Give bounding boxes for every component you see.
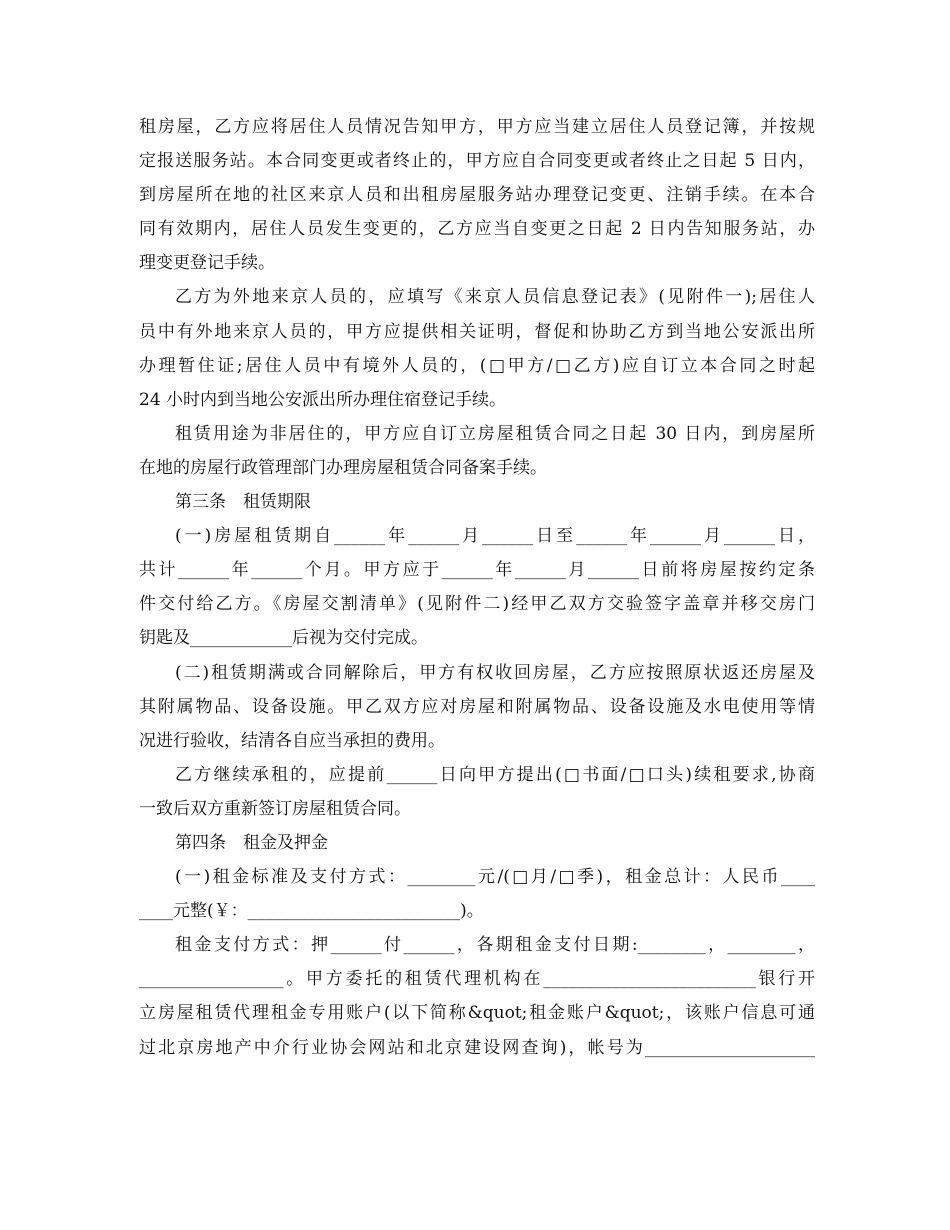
contract-text [139, 110, 815, 1065]
text-line: 一致后双方重新签订房屋租赁合同。 [139, 798, 411, 819]
text-line: 理变更登记手续。 [139, 253, 275, 274]
text-line: 24 小时内到当地公安派出所办理住宿登记手续。 [139, 389, 507, 410]
text-line: 到房屋所在地的社区来京人员和出租房屋服务站办理登记变更、注销手续。在本合 [139, 185, 815, 206]
text-line: 钥匙及____________后视为交付完成。 [139, 628, 428, 649]
text-line: 定报送服务站。本合同变更或者终止的，甲方应自合同变更或者终止之日起 5 日内， [139, 151, 815, 172]
text-line: 立房屋租赁代理租金专用账户(以下简称&quot;租金账户&quot;，该账户信息可通 [139, 1003, 815, 1024]
text-line: 租赁用途为非居住的，甲方应自订立房屋租赁合同之日起 30 日内，到房屋所 [175, 423, 815, 444]
text-line: (二)租赁期满或合同解除后，甲方有权收回房屋，乙方应按照原状返还房屋及 [175, 662, 815, 683]
text-line: ____元整(￥：_________________________)。 [139, 901, 484, 922]
text-line: 办理暂住证;居住人员中有境外人员的，(□甲方/□乙方)应自订立本合同之时起 [139, 355, 815, 376]
section-heading: 第四条 租金及押金 [175, 832, 328, 853]
text-line: (一)租金标准及支付方式：________元/(□月/□季)，租金总计：人民币____ [175, 867, 815, 888]
text-line: 共计______年______个月。甲方应于______年______月______日前将房屋按约定条 [139, 560, 815, 581]
text-line: 在地的房屋行政管理部门办理房屋租赁合同备案手续。 [139, 457, 547, 478]
text-line: 租金支付方式：押______付______，各期租金支付日期:________，________， [175, 935, 815, 956]
text-line: 件交付给乙方。《房屋交割清单》(见附件二)经甲乙双方交验签字盖章并移交房门 [139, 594, 815, 615]
text-line: 过北京房地产中介行业协会网站和北京建设网查询)，帐号为____________________ [139, 1037, 815, 1058]
text-line: 员中有外地来京人员的，甲方应提供相关证明，督促和协助乙方到当地公安派出所 [139, 321, 815, 342]
text-line: _________________。甲方委托的租赁代理机构在_________________________银行开 [139, 969, 815, 990]
text-line: 同有效期内，居住人员发生变更的，乙方应当自变更之日起 2 日内告知服务站，办 [139, 219, 815, 240]
section-heading: 第三条 租赁期限 [175, 492, 311, 513]
text-line: (一)房屋租赁期自______年______月______日至______年______月______日， [175, 526, 815, 547]
text-line: 其附属物品、设备设施。甲乙双方应对房屋和附属物品、设备设施及水电使用等情 [139, 696, 815, 717]
text-line: 租房屋，乙方应将居住人员情况告知甲方，甲方应当建立居住人员登记簿，并按规 [139, 117, 815, 137]
text-line: 况进行验收，结清各自应当承担的费用。 [139, 730, 445, 751]
text-line: 乙方为外地来京人员的，应填写《来京人员信息登记表》(见附件一);居住人 [175, 287, 815, 308]
text-line: 乙方继续承租的，应提前______日向甲方提出(□书面/□口头)续租要求,协商 [175, 764, 815, 785]
